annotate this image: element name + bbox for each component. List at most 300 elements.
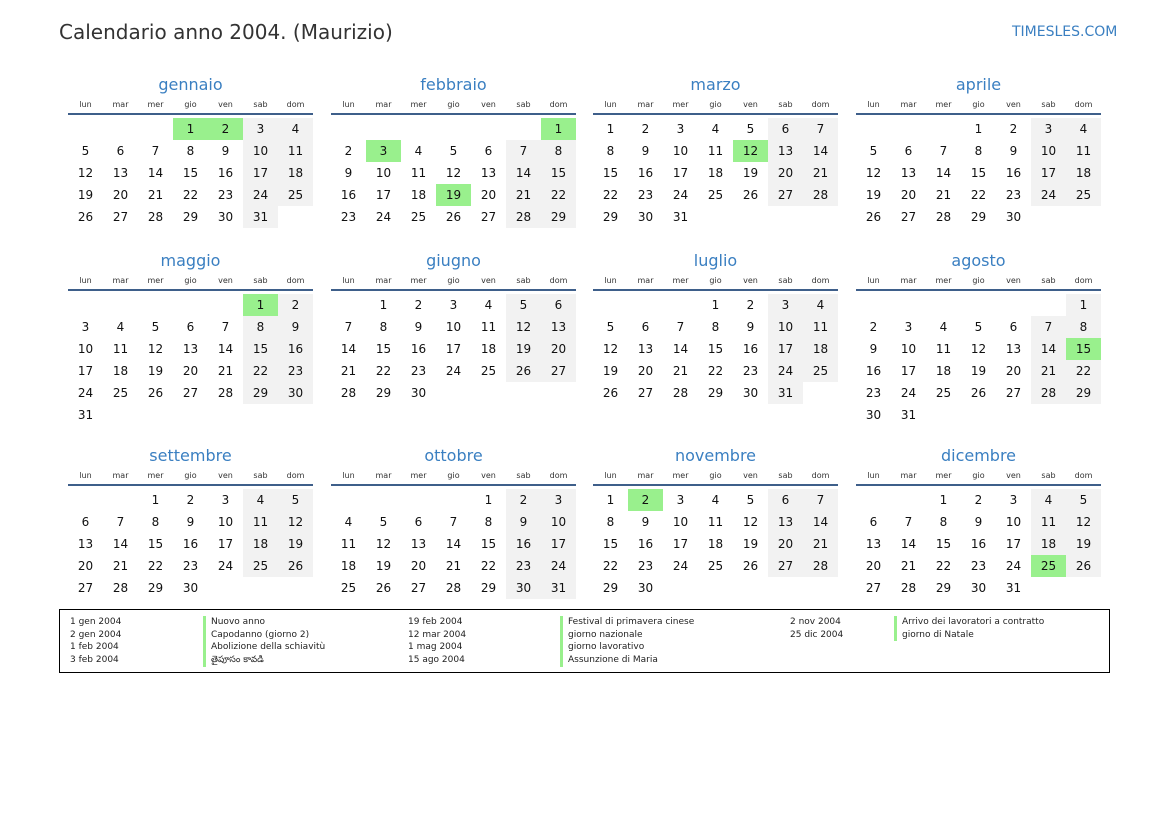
day-cell: 19 — [742, 537, 759, 551]
day-cell: 16 — [182, 537, 199, 551]
day-cell: 16 — [410, 342, 427, 356]
day-cell: 18 — [935, 364, 952, 378]
day-cell: 29 — [707, 386, 724, 400]
day-cell: 22 — [1066, 360, 1101, 382]
weekday-label: sab — [516, 276, 531, 285]
weekday-label: sab — [778, 276, 793, 285]
day-cell: 16 — [865, 364, 882, 378]
day-cell: 17 — [77, 364, 94, 378]
weekday-label: ven — [1006, 471, 1021, 480]
day-cell: 21 — [112, 559, 129, 573]
day-cell: 15 — [602, 537, 619, 551]
day-cell: 28 — [803, 184, 838, 206]
day-cell: 6 — [484, 144, 493, 158]
day-cell: 3 — [1031, 118, 1066, 140]
weekday-label: mar — [375, 276, 392, 285]
day-cell: 18 — [340, 559, 357, 573]
day-cell: 4 — [1066, 118, 1101, 140]
day-cell: 11 — [707, 144, 724, 158]
weekday-label: dom — [549, 100, 568, 109]
weekday-label: mer — [935, 276, 952, 285]
day-cell: 22 — [707, 364, 724, 378]
weekday-header — [68, 273, 313, 291]
month-luglio — [593, 249, 838, 423]
day-cell: 23 — [182, 559, 199, 573]
day-cell: 2 — [869, 320, 878, 334]
day-cell: 19 — [375, 559, 392, 573]
day-grid — [856, 291, 1101, 423]
day-cell: 21 — [935, 188, 952, 202]
day-cell: 25 — [243, 555, 278, 577]
day-cell: 4 — [344, 515, 353, 529]
weekday-label: lun — [604, 471, 617, 480]
day-cell: 8 — [606, 515, 615, 529]
weekday-header — [856, 273, 1101, 291]
day-cell: 15 — [243, 338, 278, 360]
day-cell: 16 — [506, 533, 541, 555]
day-cell: 16 — [742, 342, 759, 356]
day-cell: 2 — [506, 489, 541, 511]
day-cell: 12 — [602, 342, 619, 356]
weekday-label: mar — [112, 276, 129, 285]
day-cell: 8 — [243, 316, 278, 338]
day-cell: 24 — [541, 555, 576, 577]
day-cell: 15 — [541, 162, 576, 184]
day-cell: 1 — [711, 298, 720, 312]
day-cell: 11 — [340, 537, 357, 551]
legend-holiday-name: giorno lavorativo — [560, 641, 694, 654]
legend-date: 15 ago 2004 — [408, 655, 465, 666]
weekday-label: lun — [342, 100, 355, 109]
day-cell: 31 — [541, 577, 576, 599]
day-grid — [331, 115, 576, 247]
weekday-label: mar — [900, 100, 917, 109]
day-cell: 11 — [707, 515, 724, 529]
day-cell: 13 — [480, 166, 497, 180]
day-cell: 31 — [243, 206, 278, 228]
day-cell: 8 — [711, 320, 720, 334]
day-cell: 10 — [672, 144, 689, 158]
weekday-label: lun — [867, 100, 880, 109]
day-cell: 22 — [243, 360, 278, 382]
day-cell: 11 — [112, 342, 129, 356]
weekday-label: mar — [375, 471, 392, 480]
day-cell: 17 — [243, 162, 278, 184]
day-cell: 24 — [672, 559, 689, 573]
legend-date: 2 nov 2004 — [790, 617, 841, 627]
day-cell: 4 — [939, 320, 948, 334]
day-cell: 14 — [935, 166, 952, 180]
day-cell: 17 — [445, 342, 462, 356]
legend-holiday-name: Nuovo anno — [203, 616, 325, 629]
day-cell: 6 — [81, 515, 90, 529]
day-cell: 21 — [1031, 360, 1066, 382]
legend-date: 12 mar 2004 — [408, 629, 467, 640]
day-cell: 20 — [480, 188, 497, 202]
weekday-label: mer — [410, 100, 427, 109]
day-cell: 20 — [410, 559, 427, 573]
day-cell: 14 — [900, 537, 917, 551]
day-cell: 30 — [970, 581, 987, 595]
day-cell: 31 — [1005, 581, 1022, 595]
day-cell: 20 — [1005, 364, 1022, 378]
weekday-header — [593, 97, 838, 115]
day-cell: 7 — [344, 320, 353, 334]
day-cell: 13 — [182, 342, 199, 356]
legend-dates-2 — [408, 616, 466, 667]
weekday-label: ven — [743, 471, 758, 480]
day-cell: 6 — [904, 144, 913, 158]
day-grid — [68, 486, 313, 618]
weekday-header — [68, 97, 313, 115]
day-cell: 26 — [970, 386, 987, 400]
day-cell: 28 — [217, 386, 234, 400]
day-cell: 3 — [676, 122, 685, 136]
weekday-label: ven — [1006, 276, 1021, 285]
day-cell: 10 — [375, 166, 392, 180]
day-cell: 12 — [375, 537, 392, 551]
legend-holiday-name: Capodanno (giorno 2) — [203, 629, 325, 642]
day-cell: 21 — [217, 364, 234, 378]
day-cell: 20 — [900, 188, 917, 202]
weekday-label: gio — [447, 100, 460, 109]
weekday-label: gio — [447, 276, 460, 285]
day-grid — [593, 115, 838, 247]
holiday-day: 2 — [208, 118, 243, 140]
day-cell: 24 — [217, 559, 234, 573]
day-cell: 7 — [803, 118, 838, 140]
day-grid — [331, 486, 576, 618]
weekday-header — [593, 468, 838, 486]
weekday-label: gio — [972, 276, 985, 285]
weekday-label: ven — [1006, 100, 1021, 109]
day-cell: 24 — [672, 188, 689, 202]
day-cell: 31 — [900, 408, 917, 422]
weekday-label: sab — [516, 100, 531, 109]
weekday-label: dom — [286, 100, 305, 109]
day-cell: 31 — [77, 408, 94, 422]
legend-holiday-name: Abolizione della schiavitù — [203, 641, 325, 654]
weekday-label: gio — [184, 100, 197, 109]
day-cell: 24 — [445, 364, 462, 378]
day-cell: 11 — [243, 511, 278, 533]
day-grid — [856, 115, 1101, 247]
day-cell: 19 — [506, 338, 541, 360]
day-cell: 14 — [506, 162, 541, 184]
weekday-label: lun — [79, 100, 92, 109]
day-cell: 27 — [410, 581, 427, 595]
day-cell: 4 — [1031, 489, 1066, 511]
weekday-label: gio — [184, 471, 197, 480]
day-cell: 25 — [340, 581, 357, 595]
day-cell: 30 — [217, 210, 234, 224]
day-cell: 25 — [480, 364, 497, 378]
day-cell: 9 — [974, 515, 983, 529]
legend-holiday-name: giorno di Natale — [894, 629, 1044, 642]
day-cell: 15 — [970, 166, 987, 180]
day-cell: 6 — [768, 118, 803, 140]
day-cell: 27 — [865, 581, 882, 595]
weekday-header — [856, 468, 1101, 486]
site-link[interactable]: TIMESLES.COM — [1012, 24, 1118, 40]
day-cell: 17 — [900, 364, 917, 378]
holiday-day: 1 — [173, 118, 208, 140]
day-cell: 19 — [77, 188, 94, 202]
day-cell: 19 — [147, 364, 164, 378]
legend-date: 1 feb 2004 — [70, 642, 119, 653]
day-cell: 11 — [803, 316, 838, 338]
month-name: maggio — [160, 251, 221, 270]
day-cell: 20 — [182, 364, 199, 378]
day-cell: 23 — [742, 364, 759, 378]
day-cell: 17 — [217, 537, 234, 551]
day-cell: 16 — [340, 188, 357, 202]
day-cell: 29 — [602, 210, 619, 224]
day-cell: 10 — [768, 316, 803, 338]
day-cell: 3 — [1009, 493, 1018, 507]
day-cell: 21 — [672, 364, 689, 378]
day-cell: 23 — [1005, 188, 1022, 202]
day-cell: 21 — [340, 364, 357, 378]
legend-holiday-name: Assunzione di Maria — [560, 654, 694, 667]
day-cell: 16 — [970, 537, 987, 551]
day-cell: 13 — [410, 537, 427, 551]
day-cell: 17 — [541, 533, 576, 555]
holiday-day: 2 — [628, 489, 663, 511]
day-cell: 25 — [803, 360, 838, 382]
weekday-label: mer — [147, 471, 164, 480]
day-cell: 15 — [480, 537, 497, 551]
day-cell: 5 — [81, 144, 90, 158]
day-cell: 15 — [602, 166, 619, 180]
weekday-label: sab — [253, 276, 268, 285]
day-cell: 16 — [637, 537, 654, 551]
holiday-day: 1 — [541, 118, 576, 140]
weekday-label: mar — [112, 100, 129, 109]
weekday-label: mer — [672, 100, 689, 109]
day-cell: 7 — [221, 320, 230, 334]
day-cell: 7 — [506, 140, 541, 162]
day-cell: 8 — [541, 140, 576, 162]
day-cell: 7 — [1031, 316, 1066, 338]
day-cell: 19 — [865, 188, 882, 202]
day-cell: 11 — [278, 140, 313, 162]
weekday-label: mar — [637, 100, 654, 109]
day-cell: 20 — [541, 338, 576, 360]
legend-date: 1 gen 2004 — [70, 617, 122, 627]
month-name: gennaio — [158, 75, 223, 94]
day-cell: 26 — [278, 555, 313, 577]
weekday-label: lun — [342, 471, 355, 480]
day-cell: 26 — [375, 581, 392, 595]
legend-dates-1 — [70, 616, 121, 667]
month-name: settembre — [149, 446, 232, 465]
weekday-label: dom — [286, 276, 305, 285]
weekday-label: dom — [811, 471, 830, 480]
month-name: marzo — [690, 75, 741, 94]
day-cell: 30 — [182, 581, 199, 595]
weekday-label: gio — [972, 471, 985, 480]
day-cell: 18 — [1066, 162, 1101, 184]
weekday-label: mar — [637, 471, 654, 480]
month-novembre — [593, 444, 838, 618]
day-cell: 8 — [484, 515, 493, 529]
day-cell: 19 — [970, 364, 987, 378]
day-cell: 27 — [480, 210, 497, 224]
day-cell: 3 — [221, 493, 230, 507]
day-cell: 14 — [803, 511, 838, 533]
holiday-day: 25 — [1031, 555, 1066, 577]
month-maggio — [68, 249, 313, 423]
day-cell: 8 — [606, 144, 615, 158]
day-cell: 14 — [803, 140, 838, 162]
month-name: febbraio — [420, 75, 487, 94]
day-cell: 3 — [768, 294, 803, 316]
day-cell: 29 — [182, 210, 199, 224]
day-grid — [68, 115, 313, 247]
holiday-day: 1 — [243, 294, 278, 316]
weekday-label: ven — [218, 100, 233, 109]
day-cell: 14 — [147, 166, 164, 180]
weekday-label: mer — [147, 276, 164, 285]
weekday-label: dom — [811, 276, 830, 285]
legend-date: 19 feb 2004 — [408, 617, 463, 627]
day-cell: 2 — [641, 122, 650, 136]
day-cell: 4 — [711, 122, 720, 136]
day-cell: 28 — [803, 555, 838, 577]
day-cell: 9 — [414, 320, 423, 334]
day-cell: 5 — [278, 489, 313, 511]
day-cell: 2 — [414, 298, 423, 312]
month-settembre — [68, 444, 313, 618]
legend-holiday-name: తైపూసం కావడి — [203, 654, 325, 667]
weekday-label: ven — [743, 276, 758, 285]
day-cell: 4 — [243, 489, 278, 511]
day-cell: 8 — [1066, 316, 1101, 338]
weekday-header — [68, 468, 313, 486]
day-cell: 10 — [77, 342, 94, 356]
day-cell: 7 — [904, 515, 913, 529]
day-cell: 13 — [112, 166, 129, 180]
day-cell: 30 — [410, 386, 427, 400]
day-cell: 13 — [768, 511, 803, 533]
day-cell: 22 — [147, 559, 164, 573]
legend-date: 1 mag 2004 — [408, 642, 463, 653]
legend-dates-3 — [790, 616, 843, 641]
day-cell: 29 — [1066, 382, 1101, 404]
day-cell: 10 — [217, 515, 234, 529]
day-cell: 13 — [637, 342, 654, 356]
day-cell: 22 — [480, 559, 497, 573]
day-cell: 5 — [379, 515, 388, 529]
day-cell: 27 — [112, 210, 129, 224]
day-cell: 22 — [602, 188, 619, 202]
day-cell: 23 — [970, 559, 987, 573]
day-cell: 5 — [869, 144, 878, 158]
day-cell: 27 — [541, 360, 576, 382]
weekday-label: sab — [778, 471, 793, 480]
weekday-label: dom — [1074, 100, 1093, 109]
day-cell: 28 — [340, 386, 357, 400]
weekday-label: mar — [900, 276, 917, 285]
day-cell: 1 — [939, 493, 948, 507]
day-cell: 22 — [375, 364, 392, 378]
month-name: ottobre — [424, 446, 483, 465]
day-cell: 29 — [480, 581, 497, 595]
day-cell: 6 — [541, 294, 576, 316]
day-cell: 16 — [278, 338, 313, 360]
weekday-label: lun — [604, 276, 617, 285]
day-cell: 21 — [803, 533, 838, 555]
weekday-label: dom — [286, 471, 305, 480]
weekday-label: ven — [218, 276, 233, 285]
day-cell: 6 — [768, 489, 803, 511]
day-grid — [593, 486, 838, 618]
holiday-day: 12 — [733, 140, 768, 162]
day-cell: 28 — [147, 210, 164, 224]
day-cell: 3 — [81, 320, 90, 334]
day-cell: 30 — [637, 210, 654, 224]
day-cell: 1 — [484, 493, 493, 507]
day-cell: 24 — [243, 184, 278, 206]
day-cell: 9 — [506, 511, 541, 533]
day-cell: 26 — [602, 386, 619, 400]
day-cell: 23 — [340, 210, 357, 224]
day-cell: 25 — [707, 559, 724, 573]
day-cell: 29 — [147, 581, 164, 595]
weekday-label: gio — [709, 471, 722, 480]
day-cell: 28 — [112, 581, 129, 595]
weekday-label: mer — [410, 276, 427, 285]
day-cell: 9 — [641, 515, 650, 529]
day-cell: 27 — [768, 555, 803, 577]
day-cell: 2 — [278, 294, 313, 316]
month-febbraio — [331, 73, 576, 247]
weekday-label: lun — [79, 276, 92, 285]
legend-names-2 — [560, 616, 694, 667]
day-cell: 25 — [935, 386, 952, 400]
day-cell: 11 — [935, 342, 952, 356]
day-cell: 25 — [112, 386, 129, 400]
weekday-label: gio — [709, 276, 722, 285]
day-cell: 31 — [672, 210, 689, 224]
day-cell: 18 — [112, 364, 129, 378]
day-cell: 22 — [970, 188, 987, 202]
day-cell: 26 — [77, 210, 94, 224]
day-cell: 20 — [77, 559, 94, 573]
day-cell: 27 — [182, 386, 199, 400]
day-cell: 5 — [746, 122, 755, 136]
day-cell: 1 — [974, 122, 983, 136]
day-cell: 7 — [676, 320, 685, 334]
month-name: novembre — [674, 446, 757, 465]
day-cell: 6 — [414, 515, 423, 529]
day-cell: 25 — [278, 184, 313, 206]
weekday-label: sab — [516, 471, 531, 480]
day-cell: 15 — [182, 166, 199, 180]
day-cell: 9 — [186, 515, 195, 529]
legend-holiday-name: giorno nazionale — [560, 629, 694, 642]
month-gennaio — [68, 73, 313, 247]
day-cell: 30 — [506, 577, 541, 599]
month-name: agosto — [951, 251, 1006, 270]
day-cell: 26 — [1066, 555, 1101, 577]
day-cell: 13 — [1005, 342, 1022, 356]
day-cell: 29 — [935, 581, 952, 595]
weekday-header — [593, 273, 838, 291]
day-cell: 9 — [869, 342, 878, 356]
day-cell: 4 — [116, 320, 125, 334]
